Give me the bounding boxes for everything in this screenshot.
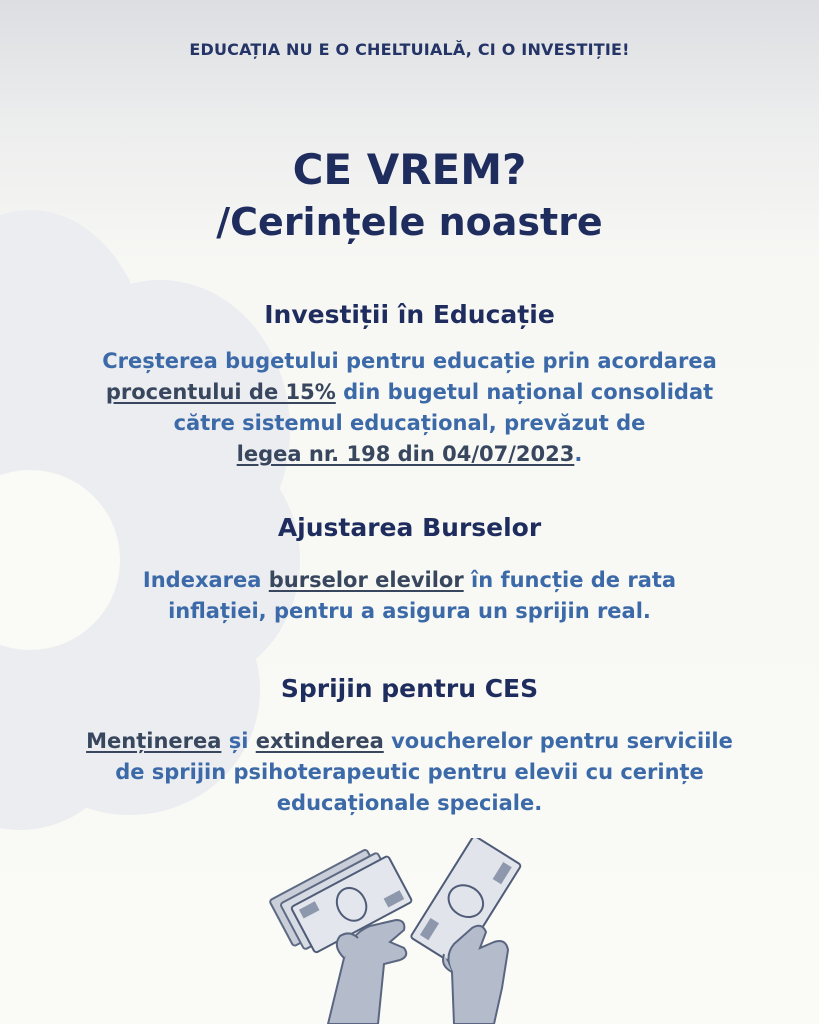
text-line: în funcție de rata bbox=[463, 568, 677, 592]
text-end: . bbox=[574, 442, 583, 466]
section-heading-ces: Sprijin pentru CES bbox=[280, 674, 539, 703]
text-line: de sprijin psihoterapeutic pentru elevii cu cerințe bbox=[115, 760, 704, 784]
text-line: educaționale speciale. bbox=[276, 791, 543, 815]
text-line: către sistemul educațional, prevăzut de bbox=[173, 411, 646, 435]
lege-link[interactable]: legea nr. 198 din 04/07/2023 bbox=[236, 442, 575, 466]
mentinere-link[interactable]: Menținerea bbox=[86, 729, 222, 753]
extindere-link[interactable]: extinderea bbox=[255, 729, 384, 753]
burse-link[interactable]: burselor elevilor bbox=[268, 568, 464, 592]
page-title: CE VREM? bbox=[292, 145, 527, 194]
procent-link[interactable]: procentului de 15% bbox=[105, 380, 336, 404]
text-line: și bbox=[221, 729, 256, 753]
text-line: voucherelor pentru serviciile bbox=[383, 729, 733, 753]
section-heading-investitii: Investiții în Educație bbox=[264, 300, 555, 329]
text-line: Indexarea bbox=[142, 568, 269, 592]
section-body-ces bbox=[40, 726, 779, 819]
section-body-burse bbox=[40, 565, 779, 627]
section-body-investitii bbox=[40, 346, 779, 470]
page-subtitle: /Cerințele noastre bbox=[216, 200, 603, 244]
text-line: Creșterea bugetului pentru educație prin acordarea bbox=[102, 349, 717, 373]
hands-money-illustration bbox=[258, 838, 548, 1024]
section-heading-burse: Ajustarea Burselor bbox=[277, 513, 542, 542]
text-line: din bugetul național consolidat bbox=[335, 380, 714, 404]
top-slogan: EDUCAȚIA NU E O CHELTUIALĂ, CI O INVESTIȚIE! bbox=[189, 40, 630, 59]
text-line: inflației, pentru a asigura un sprijin real. bbox=[168, 599, 651, 623]
left-hand bbox=[328, 920, 406, 1024]
